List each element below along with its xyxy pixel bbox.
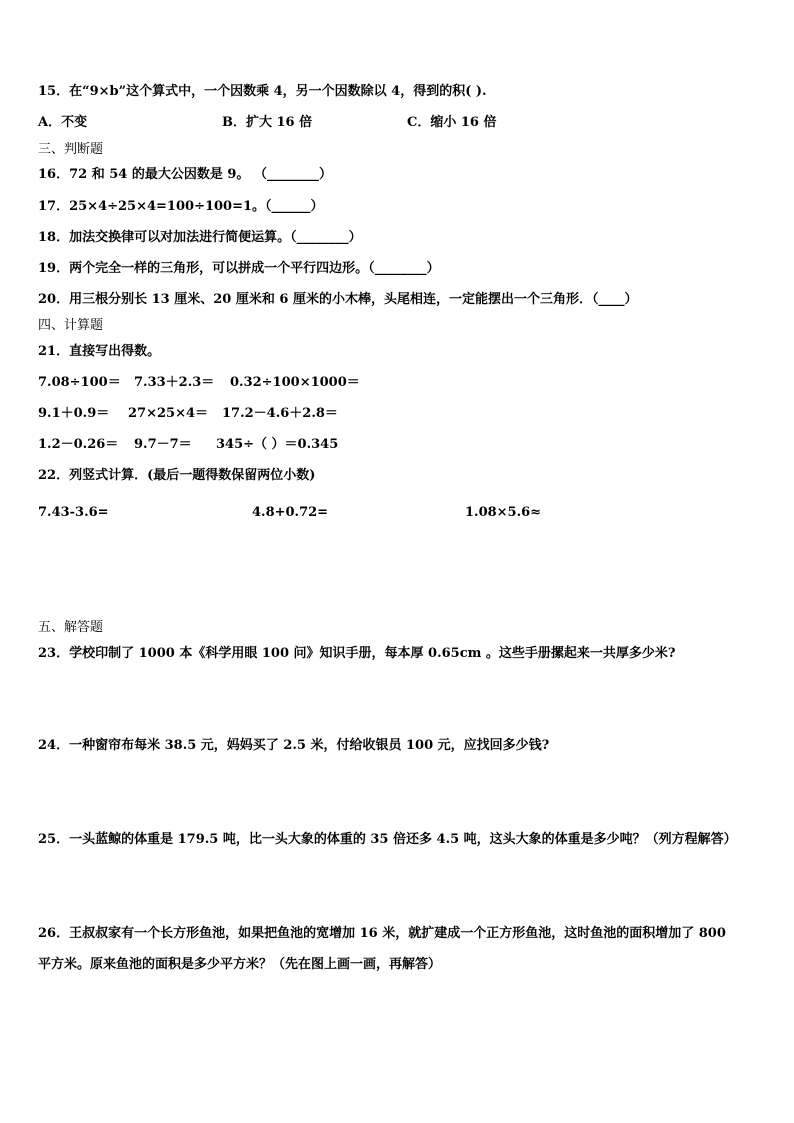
calc-item: 7.08÷100＝ [38, 375, 121, 390]
q15-option-c: C．缩小 16 倍 [407, 115, 497, 130]
q15-option-b: B．扩大 16 倍 [222, 115, 313, 130]
calc-item: 1.2－0.26＝ [38, 437, 119, 452]
question-26: 26．王叔叔家有一个长方形鱼池，如果把鱼池的宽增加 16 米，就扩建成一个正方形鱼池，这时鱼池的面积增加了 800 [38, 926, 726, 941]
question-21: 21．直接写出得数。 [38, 344, 161, 359]
question-20: 20．用三根分别长 13 厘米、20 厘米和 6 厘米的小木棒，头尾相连，一定能摆出一个三角形．（____） [38, 292, 638, 307]
q15-option-a: A．不变 [38, 115, 88, 130]
vertical-calc-item: 1.08×5.6≈ [465, 505, 542, 520]
question-16: 16．72 和 54 的最大公因数是 9。 （________） [38, 167, 332, 182]
calc-item: 7.33＋2.3＝ [134, 375, 215, 390]
question-24: 24．一种窗帘布每米 38.5 元，妈妈买了 2.5 米，付给收银员 100 元，应找回多少钱? [38, 738, 550, 753]
calc-item: 17.2－4.6＋2.8＝ [222, 406, 338, 421]
vertical-calc-item: 4.8+0.72= [252, 505, 329, 520]
section-calculation-heading: 四、计算题 [38, 318, 104, 333]
calc-item: 27×25×4＝ [128, 406, 209, 421]
calc-item: 345÷（ ）＝0.345 [216, 437, 339, 452]
question-22: 22．列竖式计算．(最后一题得数保留两位小数) [38, 468, 316, 483]
calc-item: 0.32÷100×1000＝ [230, 375, 360, 390]
question-15: 15．在“9×b”这个算式中，一个因数乘 4，另一个因数除以 4，得到的积( ). [38, 84, 487, 99]
calc-item: 9.1＋0.9＝ [38, 406, 110, 421]
section-true-false-heading: 三、判断题 [38, 142, 104, 157]
question-18: 18．加法交换律可以对加法进行简便运算。（________） [38, 230, 362, 245]
calc-item: 9.7－7＝ [134, 437, 192, 452]
vertical-calc-item: 7.43-3.6= [38, 505, 109, 520]
question-17: 17．25×4÷25×4=100÷100=1。（______） [38, 199, 324, 214]
question-19: 19．两个完全一样的三角形，可以拼成一个平行四边形。（________） [38, 261, 440, 276]
section-word-problems-heading: 五、解答题 [38, 620, 104, 635]
question-26-continued: 平方米。原来鱼池的面积是多少平方米？（先在图上画一画，再解答） [38, 957, 442, 972]
question-23: 23．学校印制了 1000 本《科学用眼 100 问》知识手册，每本厚 0.65cm 。这些手册摞起来一共厚多少米? [38, 646, 676, 661]
question-25: 25．一头蓝鲸的体重是 179.5 吨，比一头大象的体重的 35 倍还多 4.5 吨，这头大象的体重是多少吨？（列方程解答） [38, 832, 737, 847]
